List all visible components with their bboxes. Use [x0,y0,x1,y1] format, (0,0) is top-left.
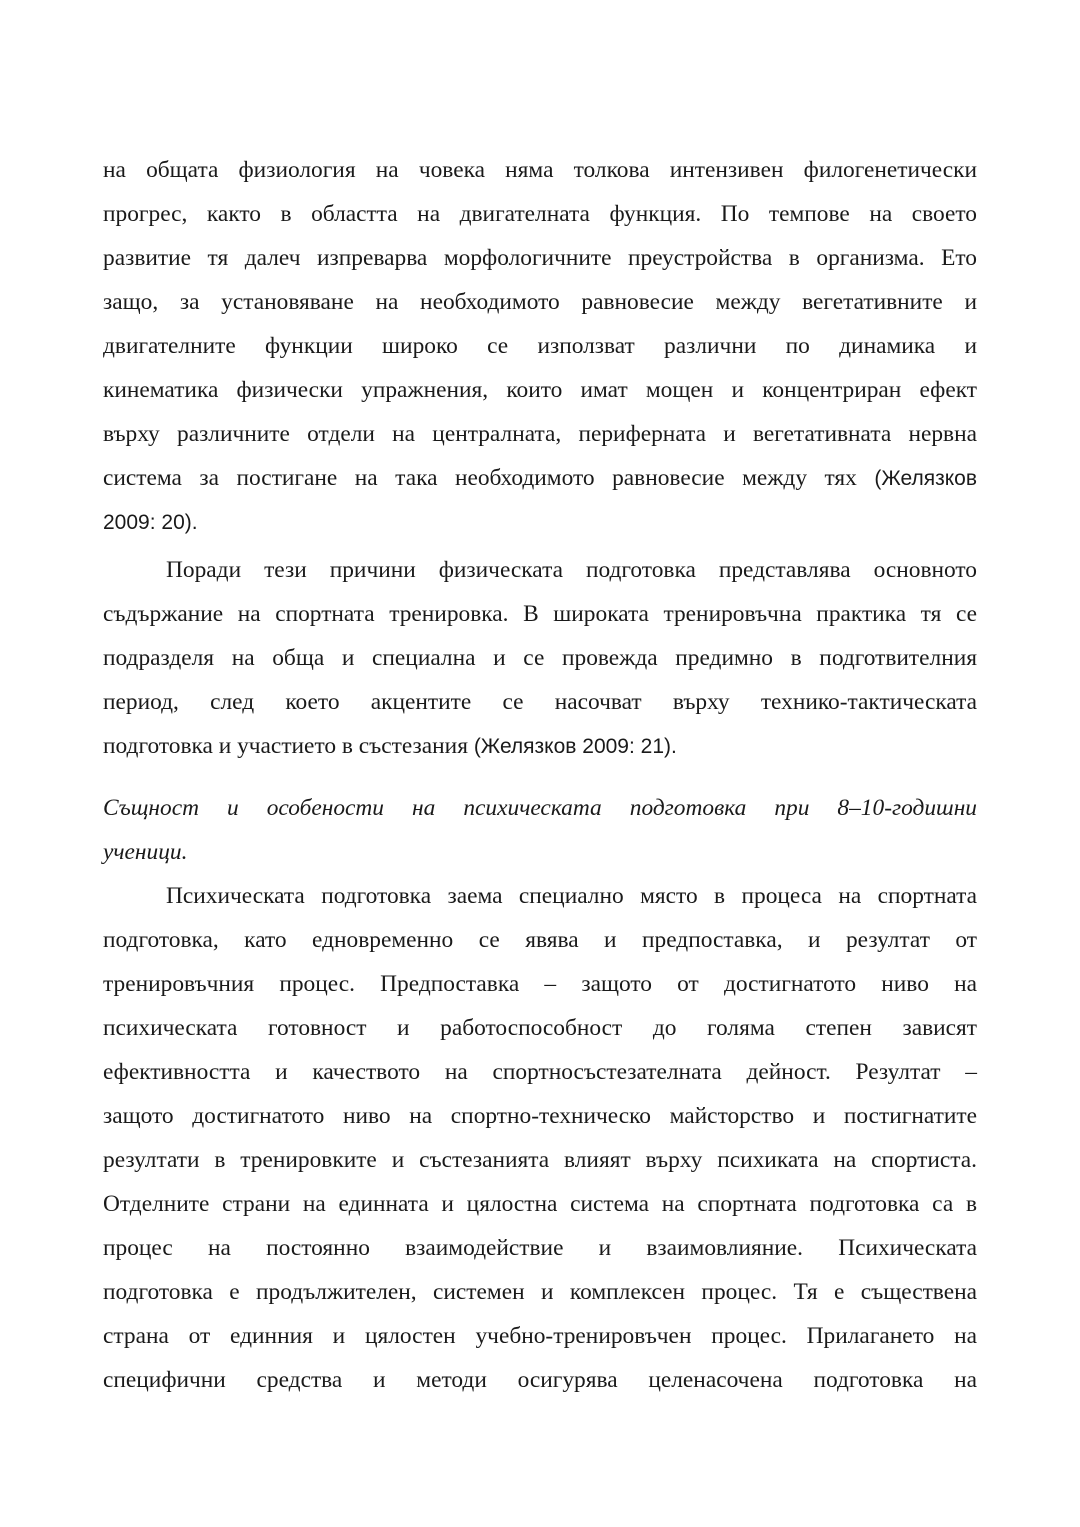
text-line: Поради тези причини физическата подготовка представлява основното [166,557,977,583]
text-line: тренировъчния процес. Предпоставка – защото от достигнатото ниво на [103,971,977,997]
text-line: върху различните отдели на централната, периферната и вегетативната нервна [103,421,977,447]
text-line: съдържание на спортната тренировка. В широката тренировъчна практика тя се [103,601,977,627]
text-line: процес на постоянно взаимодействие и взаимовлияние. Психическата [103,1235,977,1261]
text-line: кинематика физически упражнения, които имат мощен и концентриран ефект [103,377,977,403]
text-line: специфични средства и методи осигурява целенасочена подготовка на [103,1367,977,1393]
text-line: страна от единния и цялостен учебно-тренировъчен процес. Прилагането на [103,1323,977,1349]
line-text: система за постигане на така необходимото равновесие между тях [103,465,857,491]
text-line: подготовка, като едновременно се явява и предпоставка, и резултат от [103,927,977,953]
text-line: период, след което акцентите се насочват върху технико-тактическата [103,689,977,715]
heading-line: ученици. [103,839,188,865]
text-line: ефективността и качеството на спортносъстезателната дейност. Резултат – [103,1059,977,1085]
text-line: прогрес, както в областта на двигателната функция. По темпове на своето [103,201,977,227]
text-line: резултати в тренировките и състезанията влияят върху психиката на спортиста. [103,1147,977,1173]
citation: (Желязков [874,467,977,490]
text-line [103,724,977,768]
text-line: подразделя на обща и специална и се провежда предимно в подготвителния [103,645,977,671]
text-line [103,500,977,544]
text-line: Психическата подготовка заема специално място в процеса на спортната [166,883,977,909]
text-line: двигателните функции широко се използват различни по динамика и [103,333,977,359]
line-text: подготовка и участието в състезания [103,733,468,759]
citation: 2009: 20). [103,511,198,534]
text-line: подготовка е продължителен, системен и комплексен процес. Тя е съществена [103,1279,977,1305]
text-line [103,456,977,500]
text-line: на общата физиология на човека няма толкова интензивен филогенетически [103,157,977,183]
text-line: Отделните страни на единната и цялостна система на спортната подготовка са в [103,1191,977,1217]
text-line: психическата готовност и работоспособност до голяма степен зависят [103,1015,977,1041]
citation: (Желязков 2009: 21). [473,735,677,758]
text-line: защо, за установяване на необходимото равновесие между вегетативните и [103,289,977,315]
heading-line: Същност и особености на психическата подготовка при 8–10-годишни [103,795,977,821]
text-line: защото достигнатото ниво на спортно-техническо майсторство и постигнатите [103,1103,977,1129]
text-line: развитие тя далеч изпреварва морфологичните преустройства в организма. Ето [103,245,977,271]
